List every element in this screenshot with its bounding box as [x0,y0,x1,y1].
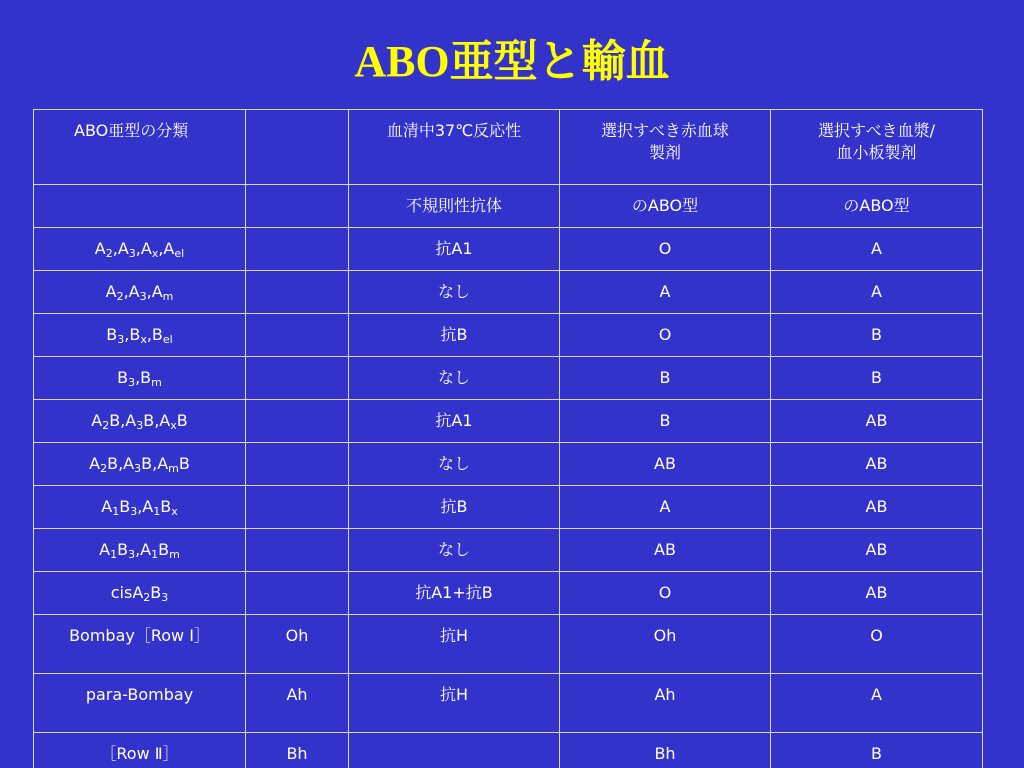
cell-antibody: 抗B [349,486,560,529]
subtype-text: ,A [137,497,154,516]
cell-plasma-type: A [771,674,983,733]
subtype-text: B,A [109,411,137,430]
cell-plasma-type: B [771,314,983,357]
header-row-1 [34,110,983,185]
header-serum-reactivity: 血清中37℃反応性 [349,110,560,185]
subtype-subscript: x [140,333,147,346]
table-row [34,271,983,314]
subtype-subscript: 2 [105,247,113,260]
header-rbc-selection: 選択すべき赤血球 製剤 [560,110,771,185]
cell-subtype [34,615,246,674]
subtype-subscript: 1 [151,548,159,561]
cell-phenotype [246,572,349,615]
table-row [34,314,983,357]
header-rbc-abo-type: のABO型 [560,185,771,228]
cell-subtype [34,572,246,615]
cell-phenotype [246,486,349,529]
cell-rbc-type: Oh [560,615,771,674]
subtype-subscript: 3 [128,548,136,561]
cell-subtype [34,228,246,271]
subtype-subscript: 3 [136,419,144,432]
subtype-text: ,A [135,540,152,559]
table-row [34,674,983,733]
subtype-text: B,A [143,411,171,430]
subtype-subscript: el [174,247,185,260]
subtype-text: ,A [135,239,152,258]
cell-rbc-type: O [560,228,771,271]
cell-plasma-type: AB [771,400,983,443]
subtype-subscript: 3 [128,376,136,389]
cell-plasma-type: AB [771,443,983,486]
cell-antibody: 抗A1+抗B [349,572,560,615]
header-blank [246,110,349,185]
table-row [34,228,983,271]
cell-subtype [34,314,246,357]
cell-phenotype [246,228,349,271]
subtype-subscript: x [171,505,178,518]
subtype-subscript: x [151,247,159,260]
cell-phenotype [246,529,349,572]
header-row-2 [34,185,983,228]
cell-plasma-type: AB [771,572,983,615]
table-row [34,357,983,400]
subtype-text: A [99,540,111,559]
cell-antibody: なし [349,443,560,486]
subtype-subscript: 2 [102,419,110,432]
subtype-subscript: m [162,290,174,303]
subtype-text: B [150,583,162,602]
cell-phenotype: Bh [246,733,349,768]
table-row [34,400,983,443]
subtype-text: B [176,411,188,430]
subtype-text: ,A [123,282,140,301]
cell-rbc-type: A [560,486,771,529]
cell-subtype [34,271,246,314]
table-row [34,733,983,768]
subtype-subscript: 3 [128,247,136,260]
subtype-text: ,B [146,325,163,344]
subtype-text: A [105,282,117,301]
subtype-subscript: 2 [143,591,151,604]
cell-plasma-type: A [771,271,983,314]
subtype-text: ［Row Ⅱ］ [100,744,179,763]
subtype-text: cisA [110,583,144,602]
subtype-subscript: m [169,548,180,561]
cell-antibody: 抗A1 [349,228,560,271]
subtype-subscript: m [168,462,179,475]
cell-phenotype: Oh [246,615,349,674]
subtype-text: B [178,454,190,473]
header-subtype-classification: ABO亜型の分類 [34,110,246,185]
subtype-subscript: 3 [117,333,125,346]
cell-subtype [34,674,246,733]
cell-plasma-type: AB [771,529,983,572]
subtype-text: B [158,540,170,559]
subtype-text: ,A [146,282,163,301]
subtype-text: ,B [135,368,152,387]
subtype-subscript: 3 [134,462,142,475]
subtype-text: B [119,497,131,516]
abo-subtype-table [33,109,983,768]
table-row [34,572,983,615]
cell-rbc-type: Bh [560,733,771,768]
subtype-subscript: 1 [153,505,161,518]
cell-subtype [34,733,246,768]
cell-phenotype [246,400,349,443]
cell-phenotype: Ah [246,674,349,733]
cell-phenotype [246,357,349,400]
cell-plasma-type: B [771,733,983,768]
cell-antibody: なし [349,529,560,572]
cell-subtype [34,357,246,400]
subtype-text: A [94,239,106,258]
table-row [34,443,983,486]
subtype-subscript: 2 [116,290,124,303]
cell-subtype [34,486,246,529]
subtype-text: ,A [158,239,175,258]
subtype-text: A [101,497,113,516]
cell-plasma-type: AB [771,486,983,529]
subtype-text: para-Bombay [85,685,194,704]
cell-subtype [34,400,246,443]
cell-rbc-type: B [560,357,771,400]
cell-rbc-type: O [560,314,771,357]
subtype-text: B,A [141,454,169,473]
cell-antibody: なし [349,357,560,400]
subtype-subscript: 3 [161,591,169,604]
subtype-subscript: 3 [130,505,138,518]
subtype-subscript: 3 [139,290,147,303]
subtype-text: A [89,454,101,473]
cell-phenotype [246,314,349,357]
cell-antibody [349,733,560,768]
subtype-text: ,B [124,325,141,344]
subtype-text: ,A [112,239,129,258]
header2-blank-1 [34,185,246,228]
cell-rbc-type: B [560,400,771,443]
subtype-subscript: x [170,419,177,432]
table-row [34,615,983,674]
cell-subtype [34,443,246,486]
cell-antibody: 抗H [349,674,560,733]
subtype-text: B [106,325,118,344]
subtype-text: B [160,497,172,516]
subtype-text: A [91,411,103,430]
subtype-subscript: 1 [110,548,118,561]
cell-phenotype [246,443,349,486]
header-plasma-selection: 選択すべき血漿/ 血小板製剤 [771,110,983,185]
subtype-text: Bombay［Row Ⅰ］ [69,626,210,645]
cell-subtype [34,529,246,572]
cell-rbc-type: Ah [560,674,771,733]
subtype-subscript: el [162,333,173,346]
cell-plasma-type: A [771,228,983,271]
slide-title: ABO亜型と輸血 [354,37,670,86]
cell-rbc-type: A [560,271,771,314]
cell-phenotype [246,271,349,314]
table-row [34,486,983,529]
subtype-text: B [117,540,129,559]
cell-plasma-type: B [771,357,983,400]
header-irregular-antibody: 不規則性抗体 [349,185,560,228]
cell-antibody: 抗A1 [349,400,560,443]
subtype-subscript: m [151,376,162,389]
cell-rbc-type: O [560,572,771,615]
cell-antibody: 抗B [349,314,560,357]
header2-blank-2 [246,185,349,228]
header-plasma-abo-type: のABO型 [771,185,983,228]
subtype-subscript: 2 [100,462,108,475]
subtype-text: B [117,368,129,387]
subtype-text: B,A [107,454,135,473]
cell-antibody: なし [349,271,560,314]
cell-antibody: 抗H [349,615,560,674]
cell-rbc-type: AB [560,529,771,572]
cell-plasma-type: O [771,615,983,674]
subtype-subscript: 1 [112,505,120,518]
cell-rbc-type: AB [560,443,771,486]
table-row [34,529,983,572]
